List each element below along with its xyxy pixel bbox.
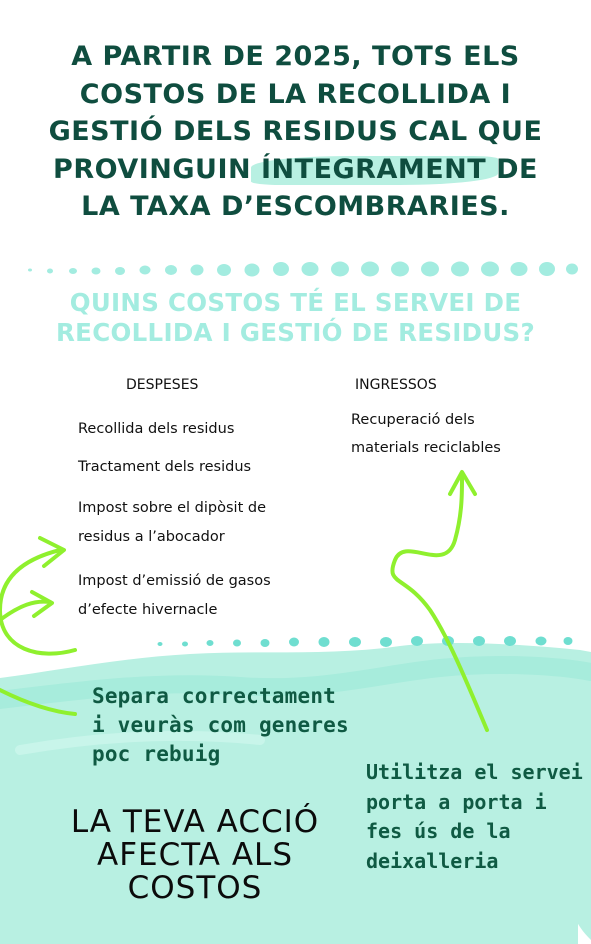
despeses-item: d’efecte hivernacle (78, 602, 218, 618)
headline-line-4-start: PROVINGUIN (53, 153, 262, 185)
left-tail-arrow (0, 690, 75, 714)
utilitza-line: deixalleria (366, 848, 499, 873)
utilitza-message (366, 758, 591, 876)
ingressos-item: materials reciclables (351, 440, 501, 456)
despeses-item: Tractament dels residus (78, 459, 252, 475)
separa-message (92, 682, 392, 769)
separa-line: Separa correctament (92, 684, 337, 708)
despeses-item: Impost d’emissió de gasos (78, 573, 271, 589)
utilitza-line: fes ús de la (366, 819, 511, 843)
headline-line-3: GESTIÓ DELS RESIDUS CAL QUE (48, 116, 543, 147)
headline-line-4-end: DE (486, 153, 538, 185)
despeses-heading: DESPESES (126, 377, 199, 393)
accio-line: COSTOS (127, 870, 263, 906)
accio-message (40, 806, 350, 905)
despeses-item: residus a l’abocador (78, 529, 225, 545)
separa-line: poc rebuig (92, 742, 221, 766)
separa-line: i veuràs com generes (92, 713, 349, 737)
ingressos-item: Recuperació dels (351, 412, 475, 428)
headline-line-1: A PARTIR DE 2025, TOTS ELS (71, 41, 520, 72)
question-line-2: RECOLLIDA I GESTIÓ DE RESIDUS? (56, 318, 535, 347)
ingressos-heading: INGRESSOS (355, 377, 437, 393)
right-loop-arrow (392, 478, 487, 730)
utilitza-line: porta a porta i (366, 789, 547, 814)
headline-line-5: LA TAXA D’ESCOMBRARIES. (81, 191, 510, 222)
accio-line: LA TEVA ACCIÓ (70, 804, 320, 840)
headline-highlight: ÍNTEGRAMENT (261, 153, 487, 185)
utilitza-line: Utilitza el servei (366, 760, 583, 784)
accio-line: AFECTA ALS (96, 837, 293, 873)
headline-line-2: COSTOS DE LA RECOLLIDA I (79, 78, 512, 110)
question-line-1: QUINS COSTOS TÉ EL SERVEI DE (69, 288, 522, 317)
despeses-item: Recollida dels residus (78, 421, 235, 437)
despeses-item: Impost sobre el dipòsit de (78, 500, 266, 516)
